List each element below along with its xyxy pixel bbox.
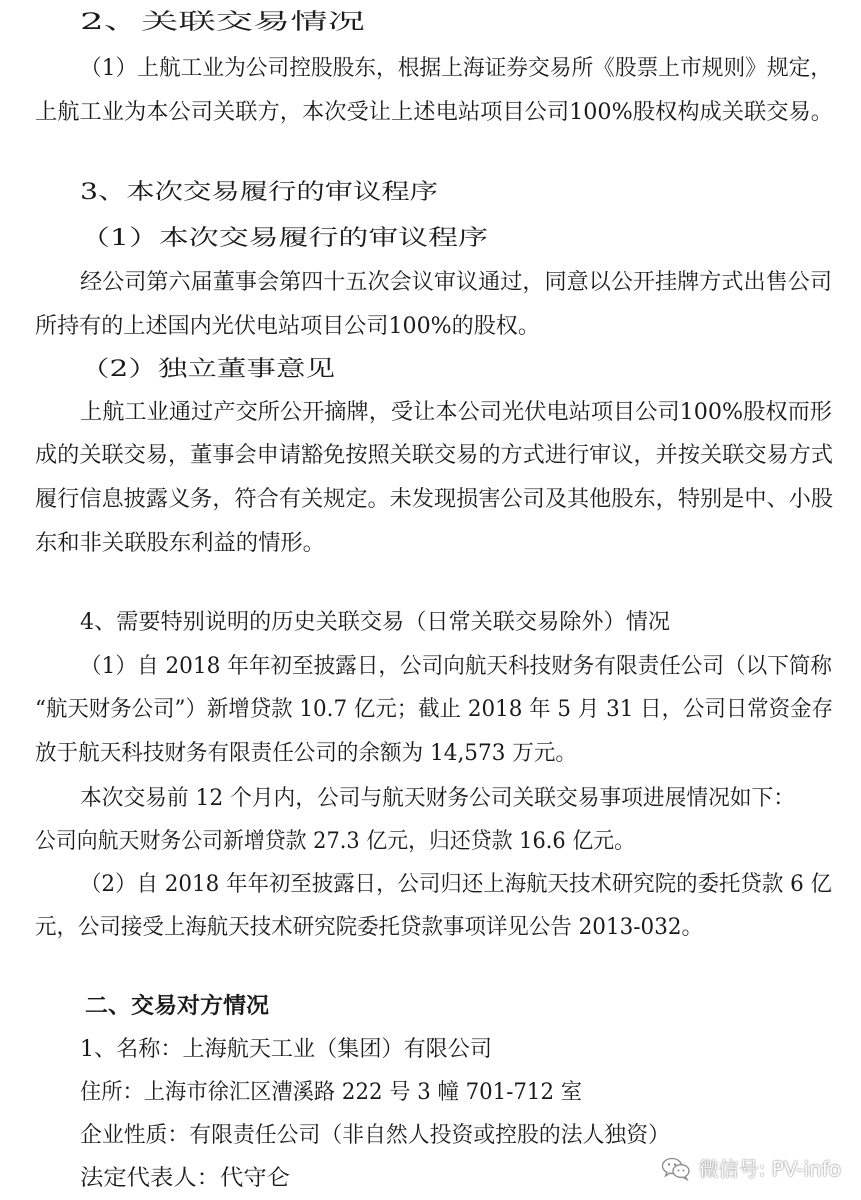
heading-text: 3、本次交易履行的审议程序 [80,180,438,205]
text-line: 所持有的上述国内光伏电站项目公司100%的股权。 [35,314,540,339]
counterparty-name-line [80,1039,490,1061]
paragraph-line [35,316,538,338]
paragraph-line [35,831,667,853]
heading-review-procedure [80,180,438,205]
subheading-independent-director [80,357,335,382]
paragraph-line [80,656,846,678]
counterparty-rep-line [80,1166,290,1191]
paragraph-line [35,743,588,765]
paragraph-line [80,788,804,810]
paragraph-line [80,58,842,80]
counterparty-nature-line [80,1125,674,1147]
wechat-watermark [661,1156,841,1182]
text-line: （1）自 2018 年年初至披露日，公司向航天科技财务有限责任公司（以下简称 [80,654,832,679]
paragraph-line [35,531,326,556]
subheading-text: （2）独立董事意见 [80,357,335,382]
paragraph-line [80,270,832,295]
text-line: “航天财务公司”）新增贷款 10.7 亿元；截止 2018 年 5 月 31 日，公司日常资金存 [35,697,833,722]
text-line: （2）自 2018 年年初至披露日，公司归还上海航天技术研究院的委托贷款 6 亿 [80,872,832,897]
heading-text: 2、关联交易情况 [80,10,365,35]
text-line: 成的关联交易，董事会申请豁免按照关联交易的方式进行审议，并按关联交易方式 [35,443,833,468]
text-line: 住所：上海市徐汇区漕溪路 222 号 3 幢 701-712 室 [80,1080,582,1105]
subheading-review-procedure [80,226,488,251]
text-line: 东和非关联股东利益的情形。 [35,531,326,556]
text-line: 元，公司接受上海航天技术研究院委托贷款事项详见公告 2013-032。 [35,915,703,940]
paragraph-line [35,100,833,125]
counterparty-address-line [80,1082,599,1104]
text-line: 1、名称：上海航天工业（集团）有限公司 [80,1037,492,1062]
text-line: 法定代表人：代守仑 [80,1166,290,1191]
section-title-counterparty [85,994,269,1019]
heading-text: 4、需要特别说明的历史关联交易（日常关联交易除外）情况 [80,610,670,635]
text-line: 履行信息披露义务，符合有关规定。未发现损害公司及其他股东，特别是中、小股 [35,487,833,512]
text-line: 公司向航天财务公司新增贷款 27.3 亿元，归还贷款 16.6 亿元。 [35,829,635,854]
heading-historical-transactions [80,610,670,635]
paragraph-line [35,487,833,512]
paragraph-line [80,874,852,896]
paragraph-line [35,917,719,939]
paragraph-line [35,443,833,468]
paragraph-line [35,699,854,721]
subheading-text: （1）本次交易履行的审议程序 [80,226,488,251]
watermark-text: 微信号: PV-info [698,1157,841,1181]
text-line: 上航工业通过产交所公开摘牌，受让本公司光伏电站项目公司100%股权而形 [80,400,832,425]
text-line: 企业性质：有限责任公司（非自然人投资或控股的法人独资） [80,1123,670,1148]
text-line: （1）上航工业为公司控股股东，根据上海证券交易所《股票上市规则》规定， [80,56,832,81]
text-line: 本次交易前 12 个月内，公司与航天财务公司关联交易事项进展情况如下： [80,786,795,811]
heading-related-transaction [80,10,365,35]
paragraph-line [80,400,832,425]
wechat-icon [661,1156,691,1182]
text-line: 上航工业为本公司关联方，本次受让上述电站项目公司100%股权构成关联交易。 [35,100,833,125]
text-line: 放于航天科技财务有限责任公司的余额为 14,573 万元。 [35,741,577,766]
section-title-text: 二、交易对方情况 [85,994,269,1019]
text-line: 经公司第六届董事会第四十五次会议审议通过，同意以公开挂牌方式出售公司 [80,270,832,295]
